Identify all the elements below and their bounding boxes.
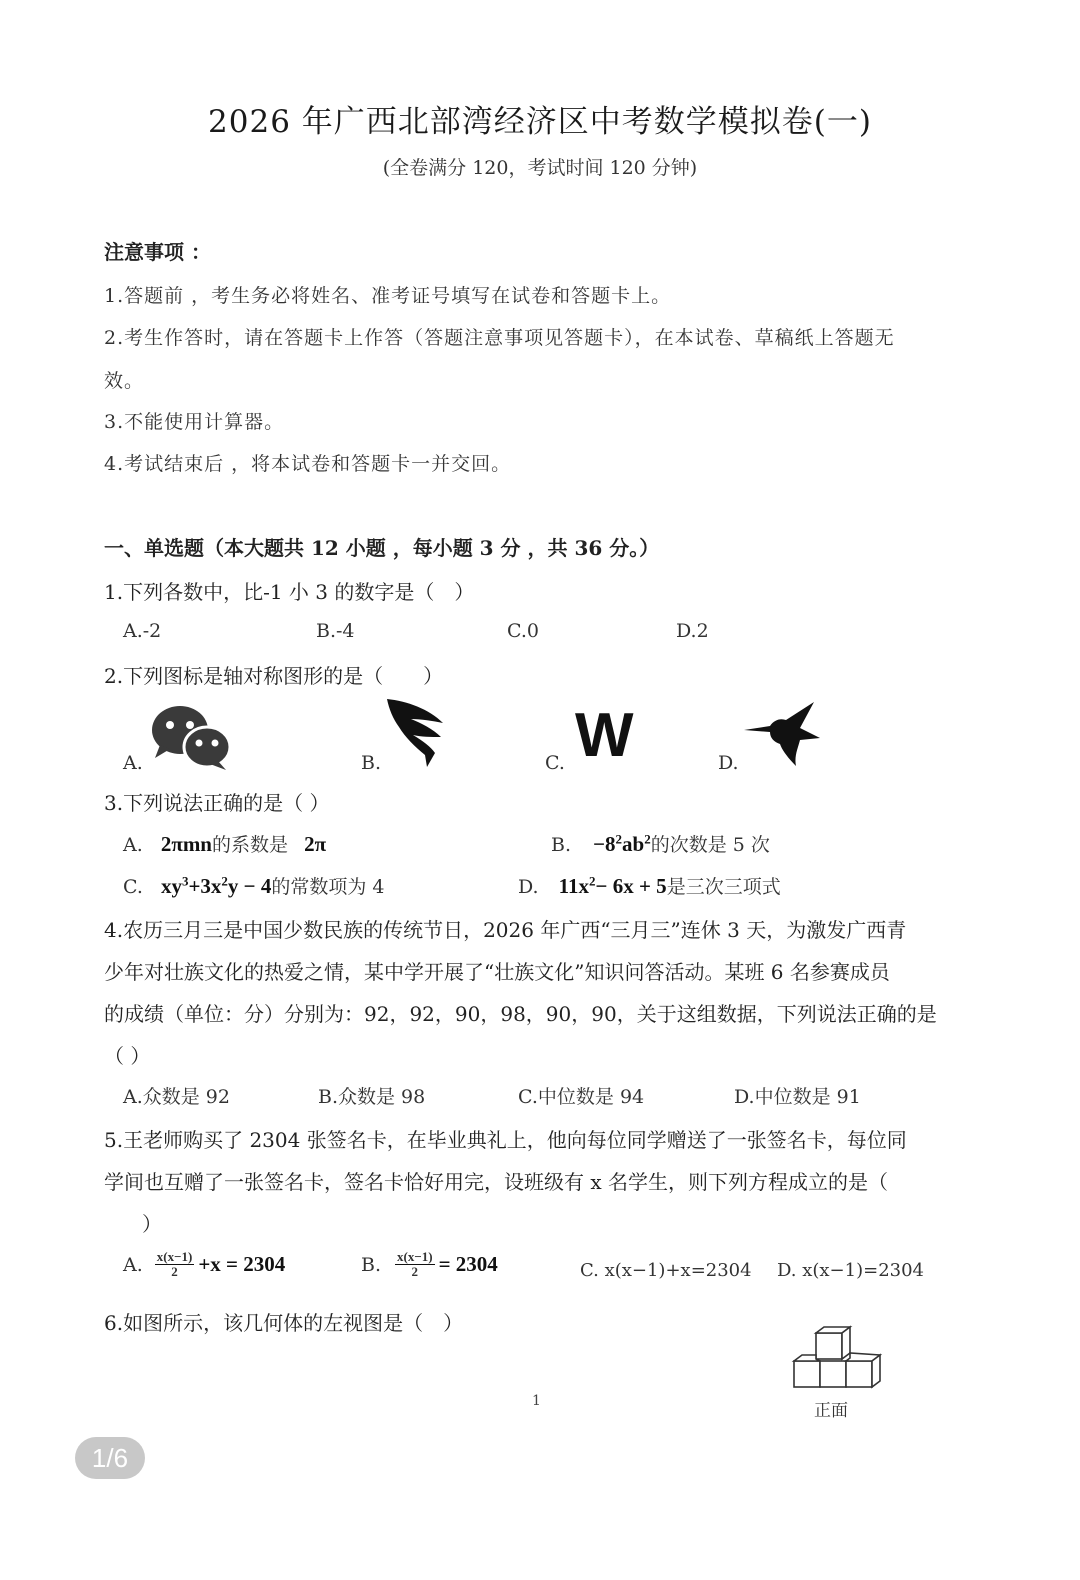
q3-c-sup1: 3 [181, 873, 189, 889]
q3-stem: 3.下列说法正确的是（ ） [104, 791, 330, 815]
section-heading: 一、单选题（本大题共 12 小题 ，每小题 3 分 ，共 36 分。） [104, 536, 660, 560]
notice-item-4: 4.考试结束后 ，将本试卷和答题卡一并交回。 [104, 453, 512, 475]
notice-heading: 注意事项 ： [104, 240, 211, 264]
q5-b-fraction [395, 1250, 435, 1279]
q5-option-c: C. x(x−1)+x=2304 [580, 1260, 752, 1281]
q5-a-rest: +x = 2304 [198, 1252, 286, 1276]
q3-b-label: B. [551, 834, 572, 856]
q4-option-c: C.中位数是 94 [518, 1086, 645, 1108]
notice-item-3: 3.不能使用计算器。 [104, 411, 285, 433]
q3-c-expr-c: y − 4 [227, 874, 272, 898]
q6-stem: 6.如图所示，该几何体的左视图是（ ） [104, 1311, 464, 1335]
q5-b-label: B. [361, 1253, 382, 1276]
q3-c-sup2: 2 [221, 873, 228, 889]
q4-option-d: D.中位数是 91 [734, 1086, 861, 1108]
q3-a-text: 的系数是 [212, 834, 289, 856]
front-view-label: 正面 [814, 1401, 848, 1421]
q4-option-b: B.众数是 98 [318, 1086, 426, 1108]
page-indicator[interactable]: 1/6 [75, 1437, 145, 1479]
q3-c-text: 的常数项为 4 [271, 876, 385, 898]
q3-d-expr-b: − 6x + 5 [595, 874, 667, 898]
wechat-icon [150, 703, 232, 771]
q2-option-a: A. [123, 752, 143, 774]
q3-d-expr-a: 11x [558, 874, 589, 898]
q3-c-label: C. [123, 876, 143, 898]
q5-line-2: 学间也互赠了一张签名卡，签名卡恰好用完，设班级有 x 名学生，则下列方程成立的是（ [104, 1170, 888, 1194]
exam-title: 2026 年广西北部湾经济区中考数学模拟卷(一) [208, 104, 872, 140]
notice-item-1: 1.答题前 ，考生务必将姓名、准考证号填写在试卷和答题卡上。 [104, 285, 672, 307]
q3-d-text: 是三次三项式 [666, 876, 781, 898]
hummingbird-icon [744, 700, 824, 768]
q5-line-3: ） [142, 1212, 162, 1236]
q4-line-4: （ ） [104, 1044, 151, 1068]
q1-option-b: B.-4 [316, 620, 355, 642]
q4-line-1: 4.农历三月三是中国少数民族的传统节日，2026 年广西“三月三”连休 3 天，为激发广西青 [104, 918, 907, 942]
q3-a-value: 2π [304, 832, 327, 856]
q2-option-d: D. [718, 752, 739, 774]
q4-line-2: 少年对壮族文化的热爱之情，某中学开展了“壮族文化”知识问答活动。某班 6 名参赛成员 [104, 960, 890, 984]
cube-stack-figure [790, 1325, 886, 1391]
q3-b-sup2: 2 [644, 831, 651, 847]
q5-option-b [361, 1250, 498, 1279]
q2-option-b: B. [361, 752, 382, 774]
q5-b-rest: = 2304 [438, 1252, 498, 1276]
q5-a-numerator: x(x−1) [156, 1249, 193, 1264]
q5-a-denominator: 2 [171, 1264, 178, 1279]
q5-a-fraction [155, 1250, 195, 1279]
q1-stem: 1.下列各数中，比-1 小 3 的数字是（ ） [104, 580, 475, 604]
q3-option-d [518, 872, 781, 899]
exam-subtitle: (全卷满分 120，考试时间 120 分钟) [382, 157, 698, 179]
q5-a-label: A. [123, 1253, 143, 1276]
q3-a-expr: 2πmn [160, 832, 212, 856]
q3-b-expr-a: −8 [593, 832, 616, 856]
q3-option-a [123, 830, 326, 857]
q3-b-expr-b: ab [622, 832, 645, 856]
w-letter-icon: W [575, 701, 634, 770]
q4-option-a: A.众数是 92 [123, 1086, 230, 1108]
q4-line-3: 的成绩（单位：分）分别为：92，92，90，98，90，90，关于这组数据，下列说法正确的是 [104, 1002, 937, 1026]
q5-b-denominator: 2 [411, 1264, 419, 1279]
q3-c-expr-b: +3x [188, 874, 222, 898]
page-number: 1 [532, 1393, 541, 1409]
q3-d-sup: 2 [589, 873, 596, 889]
notice-item-2-cont: 效。 [104, 370, 145, 392]
q3-c-expr-a: xy [160, 874, 182, 898]
q3-b-sup1: 2 [615, 831, 623, 847]
notice-item-2: 2.考生作答时，请在答题卡上作答（答题注意事项见答题卡），在本试卷、草稿纸上答题无 [104, 327, 895, 349]
q1-option-c: C.0 [507, 620, 539, 642]
q1-option-d: D.2 [676, 620, 709, 642]
q5-line-1: 5.王老师购买了 2304 张签名卡，在毕业典礼上，他向每位同学赠送了一张签名卡，每位同 [104, 1128, 907, 1152]
q5-b-numerator: x(x−1) [397, 1249, 433, 1264]
q2-option-c: C. [545, 752, 565, 774]
q3-a-label: A. [123, 834, 143, 856]
q3-d-label: D. [518, 876, 539, 898]
q2-stem: 2.下列图标是轴对称图形的是（ ） [104, 664, 444, 688]
wing-logo-icon [385, 697, 449, 769]
q5-option-d: D. x(x−1)=2304 [777, 1260, 925, 1281]
q3-option-c [123, 872, 385, 899]
q1-option-a: A.-2 [123, 620, 162, 642]
q5-option-a [123, 1250, 285, 1279]
q3-b-text: 的次数是 5 次 [650, 834, 770, 856]
q3-option-b [551, 830, 770, 857]
